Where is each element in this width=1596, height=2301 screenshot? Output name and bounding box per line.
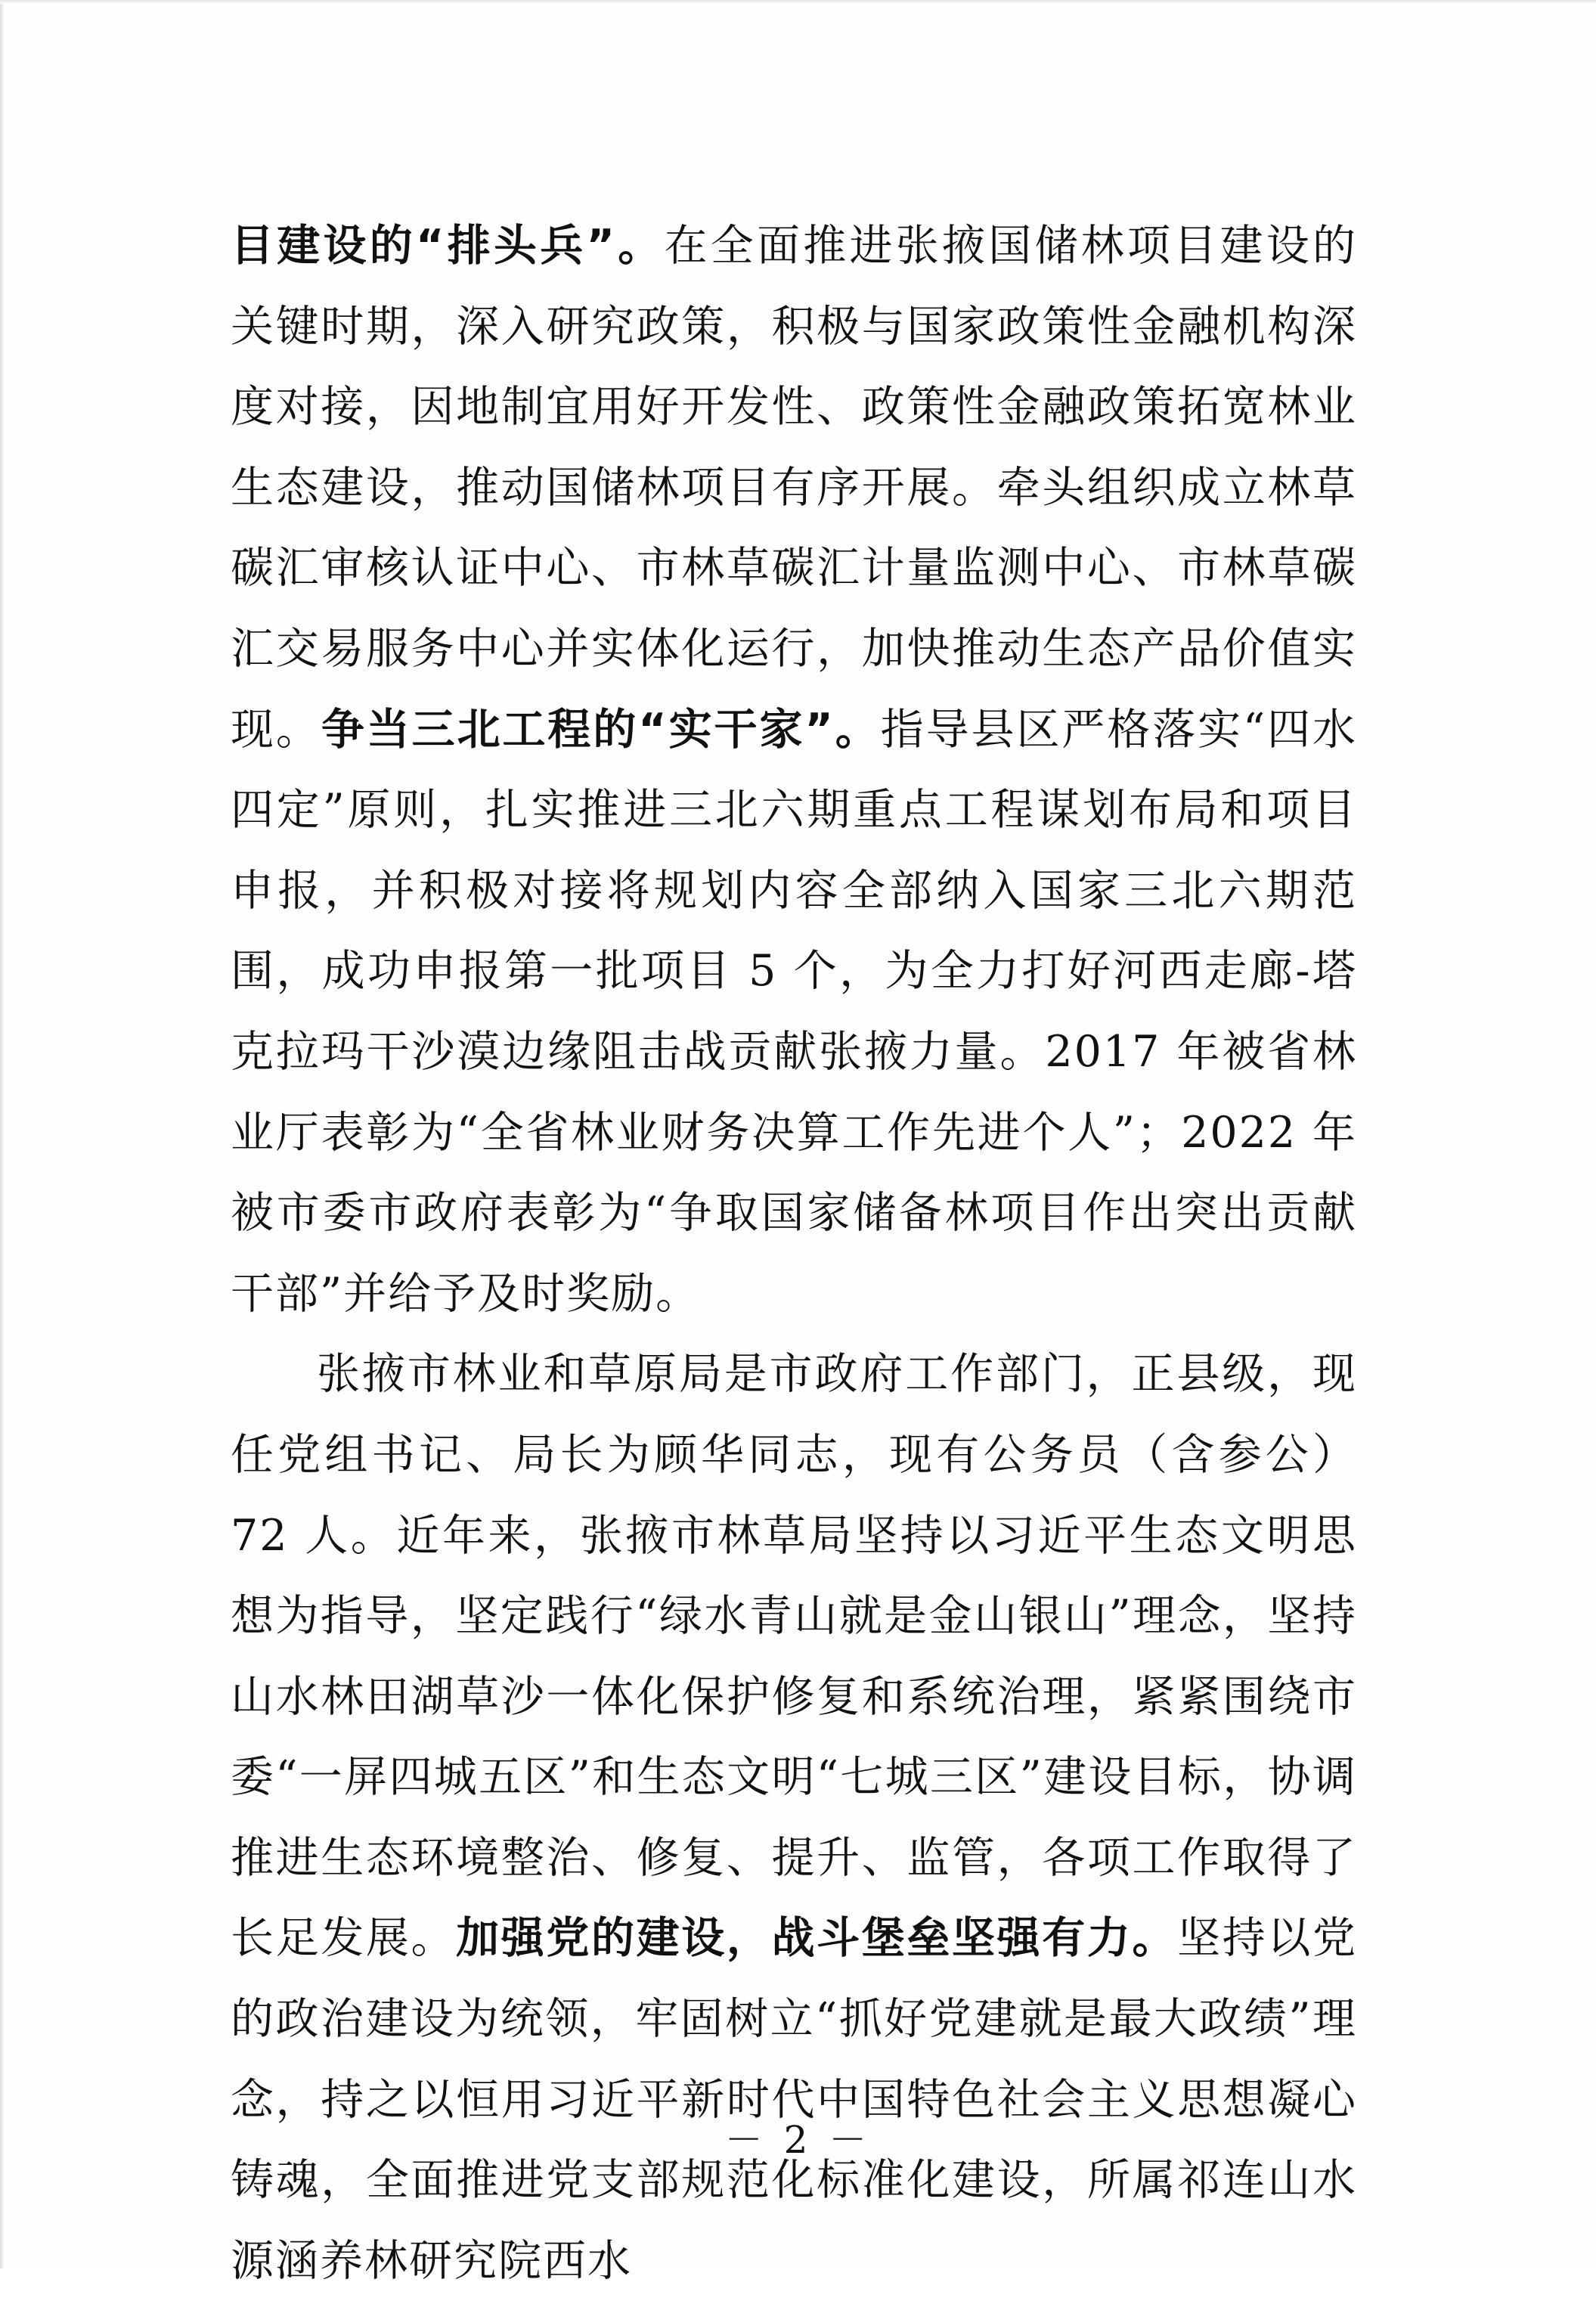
paragraph-text: 在全面推进张掖国储林项目建设的关键时期，深入研究政策，积极与国家政策性金融机构深度对接，因地制宜用好开发性、政策性金融政策拓宽林业生态建设，推动国储林项目有序开展。牵头组织成立林草碳汇审核认证中心、市林草碳汇计量监测中心、市林草碳汇交易服务中心并实体化运行，加快推动生态产品价值实现。 (231, 221, 1357, 755)
bold-heading-party-building: 加强党的建设，战斗堡垒坚强有力。 (456, 1913, 1178, 1964)
document-body (231, 206, 1357, 2301)
page-number: － 2 － (724, 2118, 872, 2162)
paragraph-text: 张掖市林业和草原局是市政府工作部门，正县级，现任党组书记、局长为顾华同志，现有公务员（含参公）72 人。近年来，张掖市林草局坚持以习近平生态文明思想为指导，坚定践行“绿水青山就是金山银山”理念，坚持山水林田湖草沙一体化保护修复和系统治理，紧紧围绕市委“一屏四城五区”和生态文明“七城三区”建设目标，协调推进生态环境整治、修复、提升、监管，各项工作取得了长足发展。 (231, 1349, 1357, 1964)
paragraph-text: 坚持以党的政治建设为统领，牢固树立“抓好党建就是最大政绩”理念，持之以恒用习近平新时代中国特色社会主义思想凝心铸魂，全面推进党支部规范化标准化建设，所属祁连山水源涵养林研究院西水 (231, 1913, 1357, 2286)
paragraph-text: 指导县区严格落实“四水四定”原则，扎实推进三北六期重点工程谋划布局和项目申报，并积极对接将规划内容全部纳入国家三北六期范围，成功申报第一批项目 5 个，为全力打好河西走廊-塔克拉玛干沙漠边缘阻击战贡献张掖力量。2017 年被省林业厅表彰为“全省林业财务决算工作先进个人”；2022 年被市委市政府表彰为“争取国家储备林项目作出突出贡献干部”并给予及时奖励。 (231, 704, 1357, 1319)
paragraph-1 (231, 206, 1357, 1334)
scan-edge-left (0, 0, 5, 2268)
scan-edge-top (0, 0, 1596, 4)
bold-heading-pacesetter: 目建设的“排头兵”。 (231, 221, 665, 271)
bold-heading-three-north: 争当三北工程的“实干家”。 (321, 704, 881, 755)
